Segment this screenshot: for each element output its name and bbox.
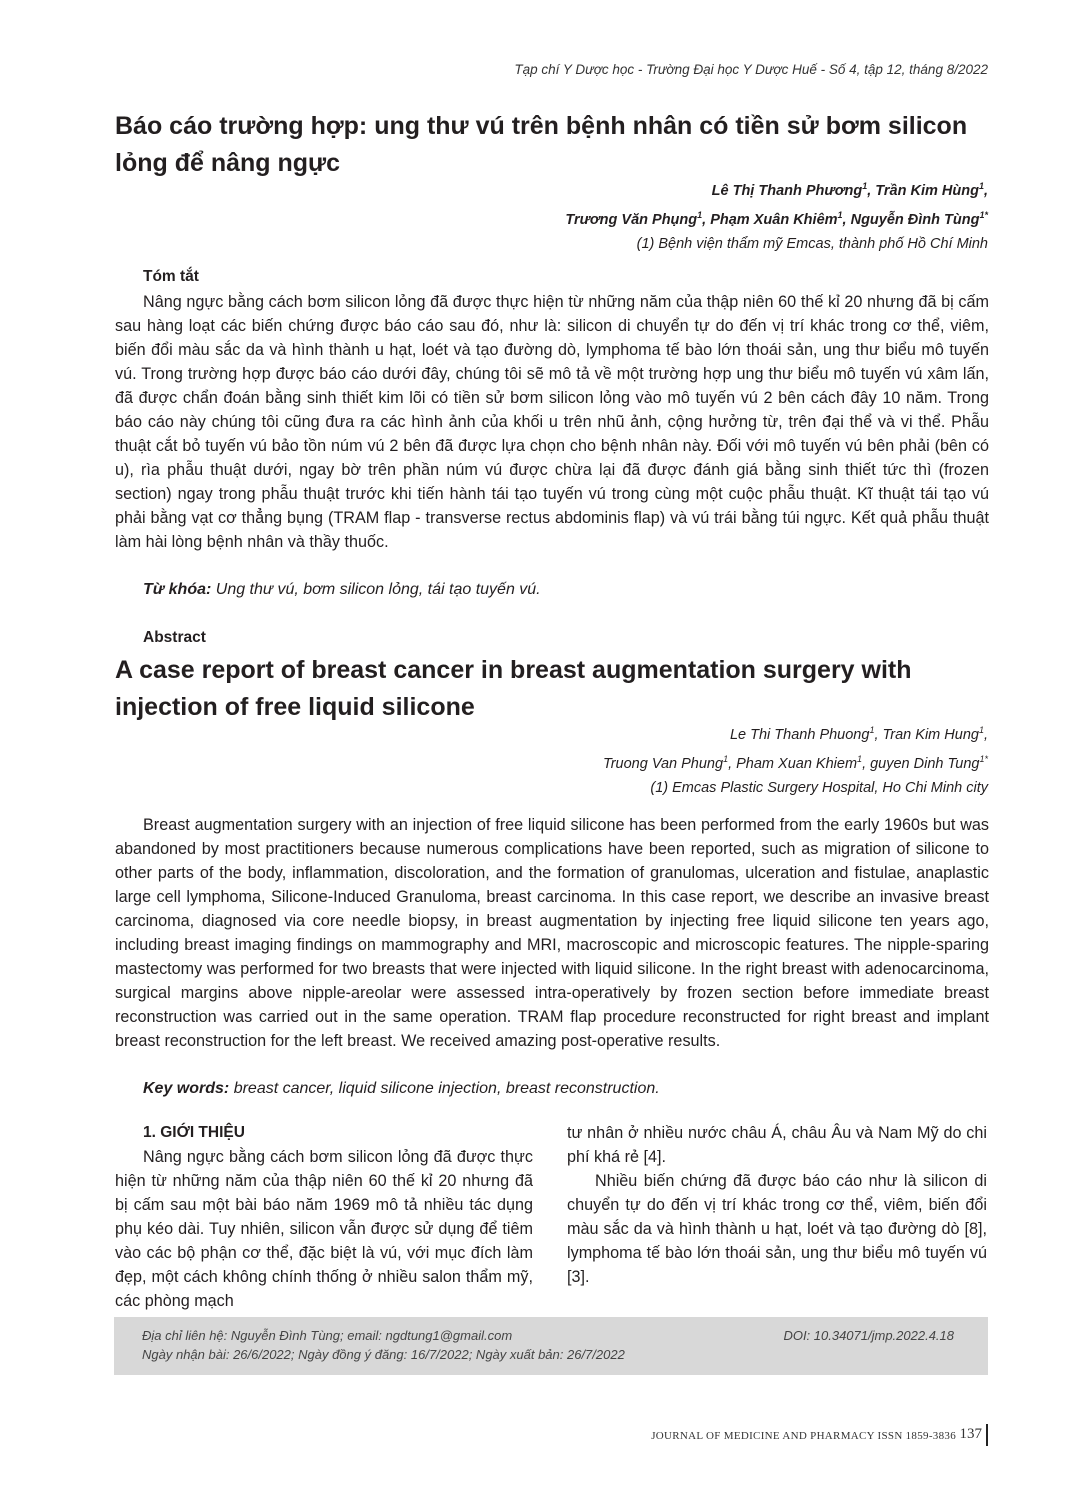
affiliation: (1) Bệnh viện thẩm mỹ Emcas, thành phố Hồ Chí Minh	[636, 235, 988, 252]
abstract-text-en	[115, 813, 989, 1053]
contact-box	[114, 1317, 988, 1375]
affiliation-marker: 1	[869, 725, 875, 735]
page-number-divider	[986, 1424, 988, 1446]
contact-address: Địa chỉ liên hệ: Nguyễn Đình Tùng; email: ngdtung1@gmail.com	[142, 1328, 513, 1343]
abstract-label-en: Abstract	[143, 629, 206, 646]
journal-footer: JOURNAL OF MEDICINE AND PHARMACY ISSN 1859-3836	[651, 1430, 956, 1442]
keywords-vn	[143, 578, 541, 602]
paragraph	[567, 1169, 987, 1289]
affiliation-marker: 1	[697, 209, 703, 220]
affiliation: (1) Emcas Plastic Surgery Hospital, Ho Chi Minh city	[650, 779, 988, 796]
author-name: Trương Văn Phụng	[565, 211, 698, 228]
affiliation-marker: 1	[978, 725, 984, 735]
affiliation-marker: 1	[862, 181, 868, 191]
keywords-value: breast cancer, liquid silicone injection, breast reconstruction.	[229, 1080, 660, 1097]
paragraph	[115, 1145, 533, 1313]
page-number: 137	[959, 1426, 982, 1442]
author-line: Lê Thị Thanh Phương$^1$, Trần Kim Hùng$^1$,	[711, 181, 988, 199]
author-name: , Nguyễn Đình Tùng	[842, 211, 980, 228]
publication-dates: Ngày nhận bài: 26/6/2022; Ngày đồng ý đăng: 16/7/2022; Ngày xuất bản: 26/7/2022	[142, 1347, 625, 1362]
corresponding-marker: 1*	[979, 209, 988, 220]
author-name: , Phạm Xuân Khiêm	[702, 211, 838, 228]
abstract-body: Nâng ngực bằng cách bơm silicon lỏng đã được thực hiện từ những năm của thập niên 60 thế kỉ 20 nhưng đã bị cấm sau hàng loạt các biến chứng được báo cáo sau đó, như là: silicon di chuyển tự do đến vị trí khác trong cơ thể, viêm, biến đổi màu sắc da và hình thành u hạt, loét và tạo đường dò, lymphoma tế bào lớn thoái sản, ung thư biểu mô tuyến vú. Trong trường hợp được báo cáo dưới đây, chúng tôi sẽ mô tả về một trường hợp ung thư biểu mô tuyến vú xâm lấn, đã được chẩn đoán bằng sinh thiết kim lõi có tiền sử bơm silicon lỏng vào mô tuyến vú 2 bên cách đây 10 năm. Trong báo cáo này chúng tôi cũng đưa ra các hình ảnh của khối u trên nhũ ảnh, cộng hưởng từ, trên đại thể và vi thể. Phẫu thuật cắt bỏ tuyến vú bảo tồn núm vú 2 bên đã được lựa chọn cho bệnh nhân này. Đối với mô tuyến vú bên phải (bên có u), rìa phẫu thuật dưới, ngay bờ trên phần núm vú được chừa lại đã được đánh giá bằng sinh thiết tức thì (frozen section) ngay trong phẫu thuật trước khi tiến hành tái tạo tuyến vú trong cùng một cuộc phẫu thuật. Kĩ thuật tái tạo vú phải bằng vạt cơ thẳng bụng (TRAM flap - transverse rectus abdominis flap) và vú trái bằng túi ngực. Kết quả phẫu thuật làm hài lòng bệnh nhân và thầy thuốc.	[115, 293, 989, 551]
author-name: Le Thi Thanh Phuong	[729, 726, 870, 743]
english-title: A case report of breast cancer in breast augmentation surgery with injection of free liquid silicone	[115, 656, 912, 721]
author-name: Lê Thị Thanh Phương	[711, 182, 863, 199]
author-name: , Tran Kim Hung	[874, 726, 979, 743]
doi: DOI: 10.34071/jmp.2022.4.18	[783, 1328, 954, 1343]
keywords-en	[143, 1077, 660, 1101]
keywords-label: Từ khóa:	[143, 581, 212, 598]
author-name: , Trần Kim Hùng	[867, 182, 979, 199]
vietnamese-title: Báo cáo trường hợp: ung thư vú trên bệnh nhân có tiền sử bơm silicon lỏng để nâng ngực	[115, 112, 968, 177]
intro-right-column	[567, 1121, 987, 1289]
affiliation-marker: 1	[857, 753, 863, 764]
author-name: Truong Van Phung	[602, 755, 724, 772]
intro-left-column	[115, 1121, 533, 1313]
author-line: Le Thi Thanh Phuong$^1$, Tran Kim Hung$^1$,	[729, 725, 988, 743]
author-name: , Pham Xuan Khiem	[728, 755, 858, 772]
section-heading: 1. GIỚI THIỆU	[143, 1124, 245, 1141]
english-authors	[603, 718, 988, 800]
affiliation-marker: 1	[978, 181, 984, 191]
abstract-text-vn	[115, 290, 989, 554]
keywords-value: Ung thư vú, bơm silicon lỏng, tái tạo tuyến vú.	[211, 581, 541, 598]
paragraph-text: Nâng ngực bằng cách bơm silicon lỏng đã được thực hiện từ những năm của thập niên 60 thế kỉ 20 nhưng đã bị cấm sau một bài báo năm 1969 mô tả nhiều tác dụng phụ kéo dài. Tuy nhiên, silicon vẫn được sử dụng để tiêm vào các bộ phận cơ thể, đặc biệt là vú, với mục đích làm đẹp, một cách không chính thống ở nhiều salon thẩm mỹ, các phòng mạch	[115, 1148, 533, 1310]
abstract-label-vn: Tóm tắt	[143, 268, 199, 285]
author-line	[565, 203, 988, 232]
paragraph-text: Nhiều biến chứng đã được báo cáo như là silicon di chuyển tự do đến vị trí khác trong cơ thể, viêm, biến đổi màu sắc da và hình thành u hạt, loét và tạo đường dò [8], lymphoma tế bào lớn thoái sản, ung thư biểu mô tuyến vú [3].	[567, 1172, 987, 1286]
paragraph: tư nhân ở nhiều nước châu Á, châu Âu và Nam Mỹ do chi phí khá rẻ [4].	[567, 1124, 987, 1166]
corresponding-marker: 1*	[979, 753, 988, 764]
journal-header: Tạp chí Y Dược học - Trường Đại học Y Dược Huế - Số 4, tập 12, tháng 8/2022	[514, 62, 988, 77]
author-name: , guyen Dinh Tung	[862, 755, 980, 772]
affiliation-marker: 1	[723, 753, 729, 764]
vietnamese-authors	[565, 174, 988, 256]
keywords-label: Key words:	[143, 1080, 230, 1097]
abstract-body: Breast augmentation surgery with an injection of free liquid silicone has been performed from the early 1960s but was abandoned by most practitioners because numerous complications have been reported, such as migration of silicone to other parts of the body, inflammation, discoloration, and the formation of granulomas, ulceration and fistulae, anaplastic large cell lymphoma, Silicone-Induced Granuloma, breast carcinoma. In this case report, we describe an invasive breast carcinoma, diagnosed via core needle biopsy, in breast augmentation by injecting free liquid silicone ten years ago, including breast imaging findings on mammography and MRI, macroscopic and microscopic features. The nipple-sparing mastectomy was performed for two breasts that were injected with liquid silicone. In the right breast with adenocarcinoma, surgical margins above nipple-areolar were assessed intra-operatively by frozen section before immediate breast reconstruction was carried out in the same operation. TRAM flap procedure reconstructed for right breast and implant breast reconstruction for the left breast. We received amazing post-operative results.	[115, 816, 989, 1050]
author-line	[603, 747, 988, 776]
affiliation-marker: 1	[837, 209, 843, 220]
